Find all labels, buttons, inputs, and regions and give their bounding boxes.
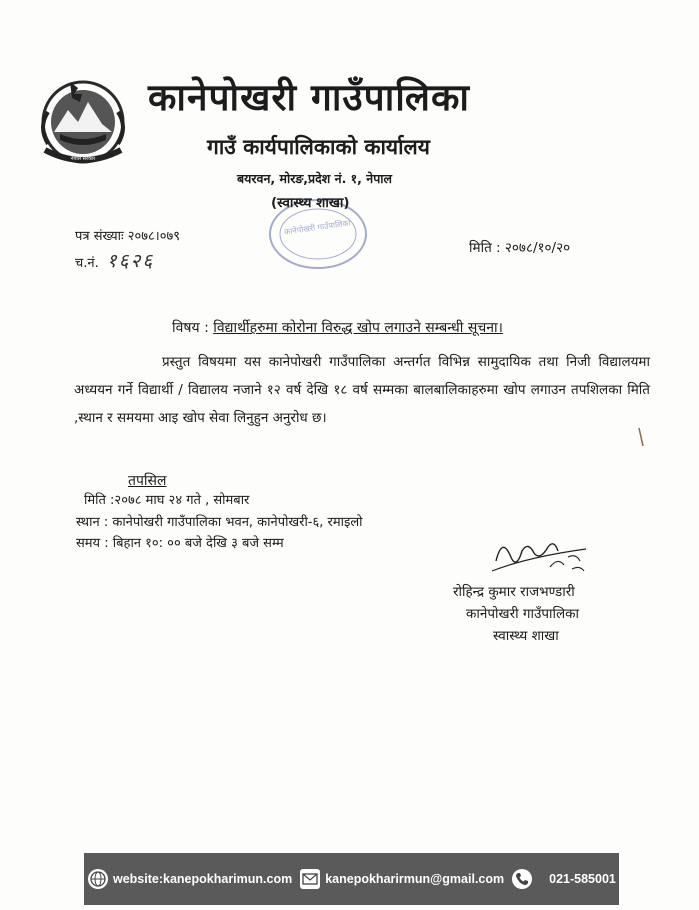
office-address: बयरवन, मोरङ,प्रदेश नं. १, नेपाल	[237, 171, 393, 186]
website-text: website:kanepokharimun.com	[113, 872, 293, 886]
subject-line	[172, 318, 503, 337]
footer-bar	[84, 853, 619, 905]
svg-text:नेपाल सरकार: नेपाल सरकार	[70, 156, 96, 162]
email-text: kanepokharirmun@gmail.com	[325, 872, 505, 886]
municipality-title: कानेपोखरी गाउँपालिका	[148, 76, 470, 119]
globe-icon	[88, 869, 108, 889]
signatory-office: कानेपोखरी गाउँपालिका	[466, 606, 580, 622]
schedule-place: स्थान : कानेपोखरी गाउँपालिका भवन, कानेपोखरी-६, रमाइलो	[76, 515, 363, 530]
schedule-time: समय : बिहान १०: ०० बजे देखि ३ बजे सम्म	[76, 536, 284, 551]
schedule-heading: तपसिल	[128, 473, 167, 489]
footer-phone[interactable]	[512, 869, 616, 889]
phone-text: 021-585001	[549, 872, 616, 886]
dispatch-number	[75, 247, 154, 273]
pen-mark	[637, 426, 645, 448]
body-text: प्रस्तुत विषयमा यस कानेपोखरी गाउँपालिका अन्तर्गत विभिन्न सामुदायिक तथा निजी विद्यालयमा अध्ययन गर्ने विद्यार्थी / विद्यालय नजाने १२ वर्ष देखि १८ वर्ष सम्मका बालबालिकाहरुमा खोप लगाउन तपशिलका मिति ,स्थान र समयमा आइ खोप सेवा लिनुहुन अनुरोध छ।	[74, 354, 650, 426]
footer-email[interactable]	[300, 869, 504, 889]
signatory-name: रोहिन्द्र कुमार राजभण्डारी	[453, 584, 575, 600]
subject-text: विद्यार्थीहरुमा कोरोना विरुद्ध खोप लगाउने सम्बन्धी सूचना।	[213, 320, 503, 336]
letter-number: पत्र संख्याः २०७८।०७९	[75, 229, 180, 244]
signatory-branch: स्वास्थ्य शाखा	[493, 628, 559, 644]
handwritten-signature	[488, 527, 598, 583]
schedule-date: मिति :२०७८ माघ २४ गते , सोमबार	[84, 493, 250, 508]
body-paragraph	[74, 348, 650, 432]
dispatch-number-value: १६२६	[106, 250, 155, 272]
nepal-emblem-logo	[30, 72, 136, 168]
subject-label: विषय :	[172, 320, 209, 336]
email-icon	[300, 869, 320, 889]
branch-heading: (स्वास्थ्य शाखा)	[271, 195, 350, 211]
office-subtitle: गाउँ कार्यपालिकाको कार्यालय	[207, 135, 430, 159]
dispatch-number-label: च.नं.	[75, 256, 99, 271]
phone-icon	[512, 869, 532, 889]
letter-date: मिति : २०७८/१०/२०	[469, 240, 571, 256]
svg-text:कानेपोखरी गाउँपालिका: कानेपोखरी गाउँपालिका	[283, 218, 352, 237]
footer-website[interactable]	[88, 869, 292, 889]
